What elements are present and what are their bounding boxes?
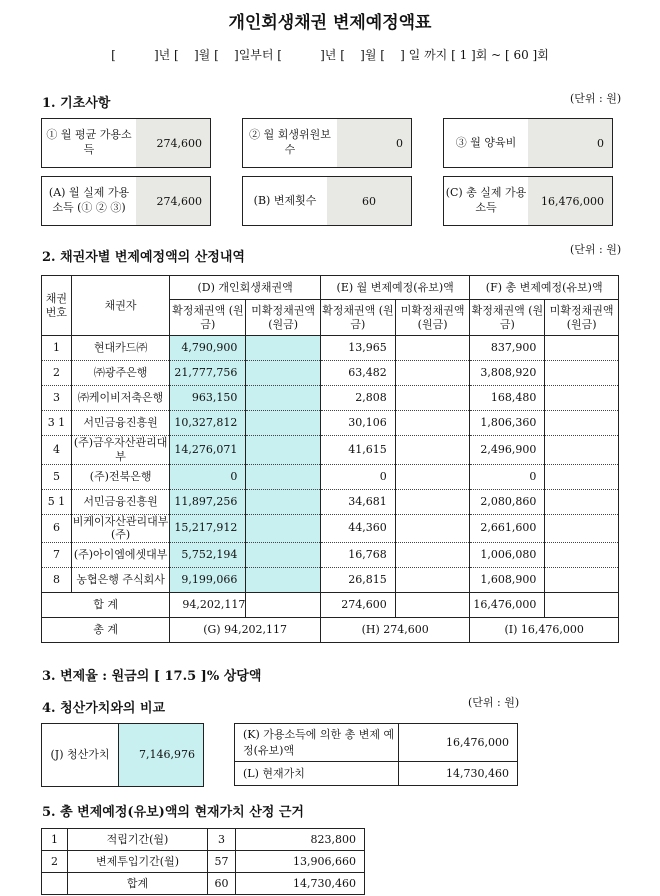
creditor-d-unconfirmed [246,361,321,386]
creditor-d-confirmed: 21,777,756 [170,361,246,386]
pv-row [42,851,365,873]
creditor-e-unconfirmed [395,386,470,411]
pv-label: 적립기간(월) [68,829,208,851]
section4-heading: 4. 청산가치와의 비교 [42,701,166,716]
creditor-name: 서민금융진흥원 [71,489,169,514]
col-header-creditor: 채권자 [71,276,169,336]
creditor-d-confirmed: 5,752,194 [170,543,246,568]
creditor-f-confirmed: 3,808,920 [470,361,545,386]
creditor-row [42,386,619,411]
sum-f-unconfirmed [545,593,619,618]
creditor-e-confirmed: 44,360 [320,514,395,543]
creditor-no: 4 [42,436,72,465]
creditor-d-confirmed: 0 [170,464,246,489]
creditor-d-confirmed: 9,199,066 [170,568,246,593]
total-income-box [443,176,613,226]
commissioner-value: 0 [337,119,411,167]
creditor-f-confirmed: 1,608,900 [470,568,545,593]
col-header-d: (D) 개인회생채권액 [170,276,321,300]
total-income-label: (C) 총 실제 가용소득 [445,186,527,214]
sub-header-e-confirmed: 확정채권액 (원금) [320,300,395,336]
commissioner-label: ② 월 회생위원보수 [249,128,331,156]
creditor-d-unconfirmed [246,436,321,465]
sub-header-d-unconfirmed: 미확정채권액 (원금) [246,300,321,336]
creditor-e-unconfirmed [395,411,470,436]
creditor-row [42,543,619,568]
sub-header-f-confirmed: 확정채권액 (원금) [470,300,545,336]
creditor-row [42,489,619,514]
k-value: 16,476,000 [399,724,518,762]
col-header-e: (E) 월 변제예정(유보)액 [320,276,469,300]
creditor-d-unconfirmed [246,514,321,543]
sum-e-unconfirmed [395,593,470,618]
commissioner-box [242,118,412,168]
liquidation-label: (J) 청산가치 [42,724,119,787]
creditor-no: 3 1 [42,411,72,436]
unit-label-2: (단위 : 원) [570,243,622,256]
creditor-d-unconfirmed [246,386,321,411]
section3-heading: 3. 변제율 : 원금의 [ 17.5 ]% 상당액 [42,669,262,684]
pv-no: 2 [42,851,68,873]
creditor-e-unconfirmed [395,489,470,514]
sub-header-d-confirmed: 확정채권액 (원금) [170,300,246,336]
creditor-row [42,411,619,436]
creditor-no: 3 [42,386,72,411]
present-value-table [41,828,365,895]
pv-row [42,829,365,851]
creditor-d-unconfirmed [246,489,321,514]
creditor-f-confirmed: 2,661,600 [470,514,545,543]
liquidation-table [41,723,204,787]
actual-income-value: 274,600 [136,177,210,225]
pv-sum-blank [42,873,68,895]
creditor-d-confirmed: 10,327,812 [170,411,246,436]
comparison-table [234,723,518,786]
creditor-f-unconfirmed [545,514,619,543]
creditor-no: 5 [42,464,72,489]
creditor-e-unconfirmed [395,543,470,568]
creditor-f-confirmed: 1,806,360 [470,411,545,436]
total-income-value: 16,476,000 [528,177,612,225]
creditor-e-unconfirmed [395,514,470,543]
creditor-e-confirmed: 41,615 [320,436,395,465]
liquidation-value: 7,146,976 [119,724,204,787]
creditor-e-confirmed: 13,965 [320,336,395,361]
creditor-name: (주)전북은행 [71,464,169,489]
pv-label: 변제투입기간(월) [68,851,208,873]
creditor-name: (주)금우자산관리대부 [71,436,169,465]
sum-d: 94,202,117 [170,593,246,618]
pv-sum-label: 합계 [68,873,208,895]
pv-amount: 13,906,660 [236,851,365,873]
avg-income-box [41,118,211,168]
repay-count-value: 60 [327,177,411,225]
creditor-e-confirmed: 30,106 [320,411,395,436]
creditor-f-unconfirmed [545,336,619,361]
unit-label-1: (단위 : 원) [570,92,622,105]
creditor-no: 7 [42,543,72,568]
col-header-no: 채권 번호 [42,276,72,336]
repay-count-box [242,176,412,226]
creditor-d-unconfirmed [246,464,321,489]
creditor-no: 6 [42,514,72,543]
creditor-no: 8 [42,568,72,593]
creditor-name: (주)아이엠에셋대부 [71,543,169,568]
creditor-name: ㈜광주은행 [71,361,169,386]
unit-label-4: (단위 : 원) [468,696,520,709]
creditor-d-confirmed: 963,150 [170,386,246,411]
creditor-row [42,336,619,361]
total-label: 총 계 [42,618,170,643]
l-value: 14,730,460 [399,762,518,786]
pv-months: 3 [208,829,236,851]
pv-no: 1 [42,829,68,851]
creditor-e-confirmed: 34,681 [320,489,395,514]
creditor-name: 서민금융진흥원 [71,411,169,436]
creditor-f-confirmed: 1,006,080 [470,543,545,568]
creditor-d-unconfirmed [246,568,321,593]
section2-heading: 2. 채권자별 변제예정액의 산정내역 [42,250,245,265]
creditor-d-confirmed: 15,217,912 [170,514,246,543]
sub-header-f-unconfirmed: 미확정채권액 (원금) [545,300,619,336]
repay-count-label: (B) 변제횟수 [253,193,317,207]
creditor-f-confirmed: 2,080,860 [470,489,545,514]
creditor-no: 1 [42,336,72,361]
pv-sum-months: 60 [208,873,236,895]
creditor-name: 비케이자산관리대부(주) [72,514,169,542]
creditor-no: 5 1 [42,489,72,514]
l-label: (L) 현재가치 [235,762,399,786]
creditor-row [42,436,619,465]
creditor-d-unconfirmed [246,336,321,361]
creditor-no: 2 [42,361,72,386]
creditor-e-confirmed: 2,808 [320,386,395,411]
creditor-e-confirmed: 63,482 [320,361,395,386]
creditor-f-unconfirmed [545,411,619,436]
creditor-e-unconfirmed [395,568,470,593]
child-support-value: 0 [528,119,612,167]
creditor-f-unconfirmed [545,436,619,465]
page-title: 개인회생채권 변제예정액표 [228,13,432,33]
creditor-f-confirmed: 0 [470,464,545,489]
creditor-row [42,514,619,543]
sum-d-unconfirmed [246,593,321,618]
creditor-name: 농협은행 주식회사 [71,568,169,593]
total-h: (H) 274,600 [320,618,469,643]
creditor-f-confirmed: 2,496,900 [470,436,545,465]
creditor-row [42,464,619,489]
col-header-f: (F) 총 변제예정(유보)액 [470,276,619,300]
pv-amount: 823,800 [236,829,365,851]
creditor-e-unconfirmed [395,436,470,465]
pv-sum-amount: 14,730,460 [236,873,365,895]
k-label: (K) 가용소득에 의한 총 변제 예정(유보)액 [235,724,399,762]
avg-income-value: 274,600 [136,119,210,167]
sub-header-e-unconfirmed: 미확정채권액 (원금) [395,300,470,336]
creditor-d-confirmed: 4,790,900 [170,336,246,361]
creditor-e-confirmed: 0 [320,464,395,489]
actual-income-box [41,176,211,226]
creditor-f-confirmed: 837,900 [470,336,545,361]
pv-months: 57 [208,851,236,873]
creditor-f-unconfirmed [545,568,619,593]
creditor-f-unconfirmed [545,464,619,489]
child-support-box [443,118,613,168]
creditor-f-unconfirmed [545,386,619,411]
avg-income-label: ① 월 평균 가용소득 [46,128,132,156]
creditor-row [42,568,619,593]
sum-e: 274,600 [320,593,395,618]
creditor-name: 현대카드㈜ [71,336,169,361]
sum-label: 합 계 [42,593,170,618]
creditor-row [42,361,619,386]
section5-heading: 5. 총 변제예정(유보)액의 현재가치 산정 근거 [42,805,304,820]
creditor-d-unconfirmed [246,543,321,568]
period-line: [ ]년 [ ]월 [ ]일부터 [ ]년 [ ]월 [ ] 일 까지 [ 1 ]회 ~ [ 60 ]회 [111,48,549,62]
creditor-f-unconfirmed [545,361,619,386]
sum-f: 16,476,000 [470,593,545,618]
total-g: (G) 94,202,117 [170,618,321,643]
creditor-d-confirmed: 14,276,071 [170,436,246,465]
creditor-e-confirmed: 26,815 [320,568,395,593]
child-support-label: ③ 월 양육비 [455,135,517,149]
actual-income-label: (A) 월 실제 가용소득 (① ② ③) [48,186,130,214]
creditor-f-unconfirmed [545,489,619,514]
creditor-e-confirmed: 16,768 [320,543,395,568]
section1-heading: 1. 기초사항 [42,96,111,111]
creditor-name: ㈜케이비저축은행 [71,386,169,411]
creditor-e-unconfirmed [395,464,470,489]
creditor-table [41,275,619,643]
creditor-e-unconfirmed [395,361,470,386]
creditor-d-unconfirmed [246,411,321,436]
creditor-d-confirmed: 11,897,256 [170,489,246,514]
creditor-e-unconfirmed [395,336,470,361]
creditor-f-confirmed: 168,480 [470,386,545,411]
creditor-f-unconfirmed [545,543,619,568]
total-i: (I) 16,476,000 [470,618,619,643]
